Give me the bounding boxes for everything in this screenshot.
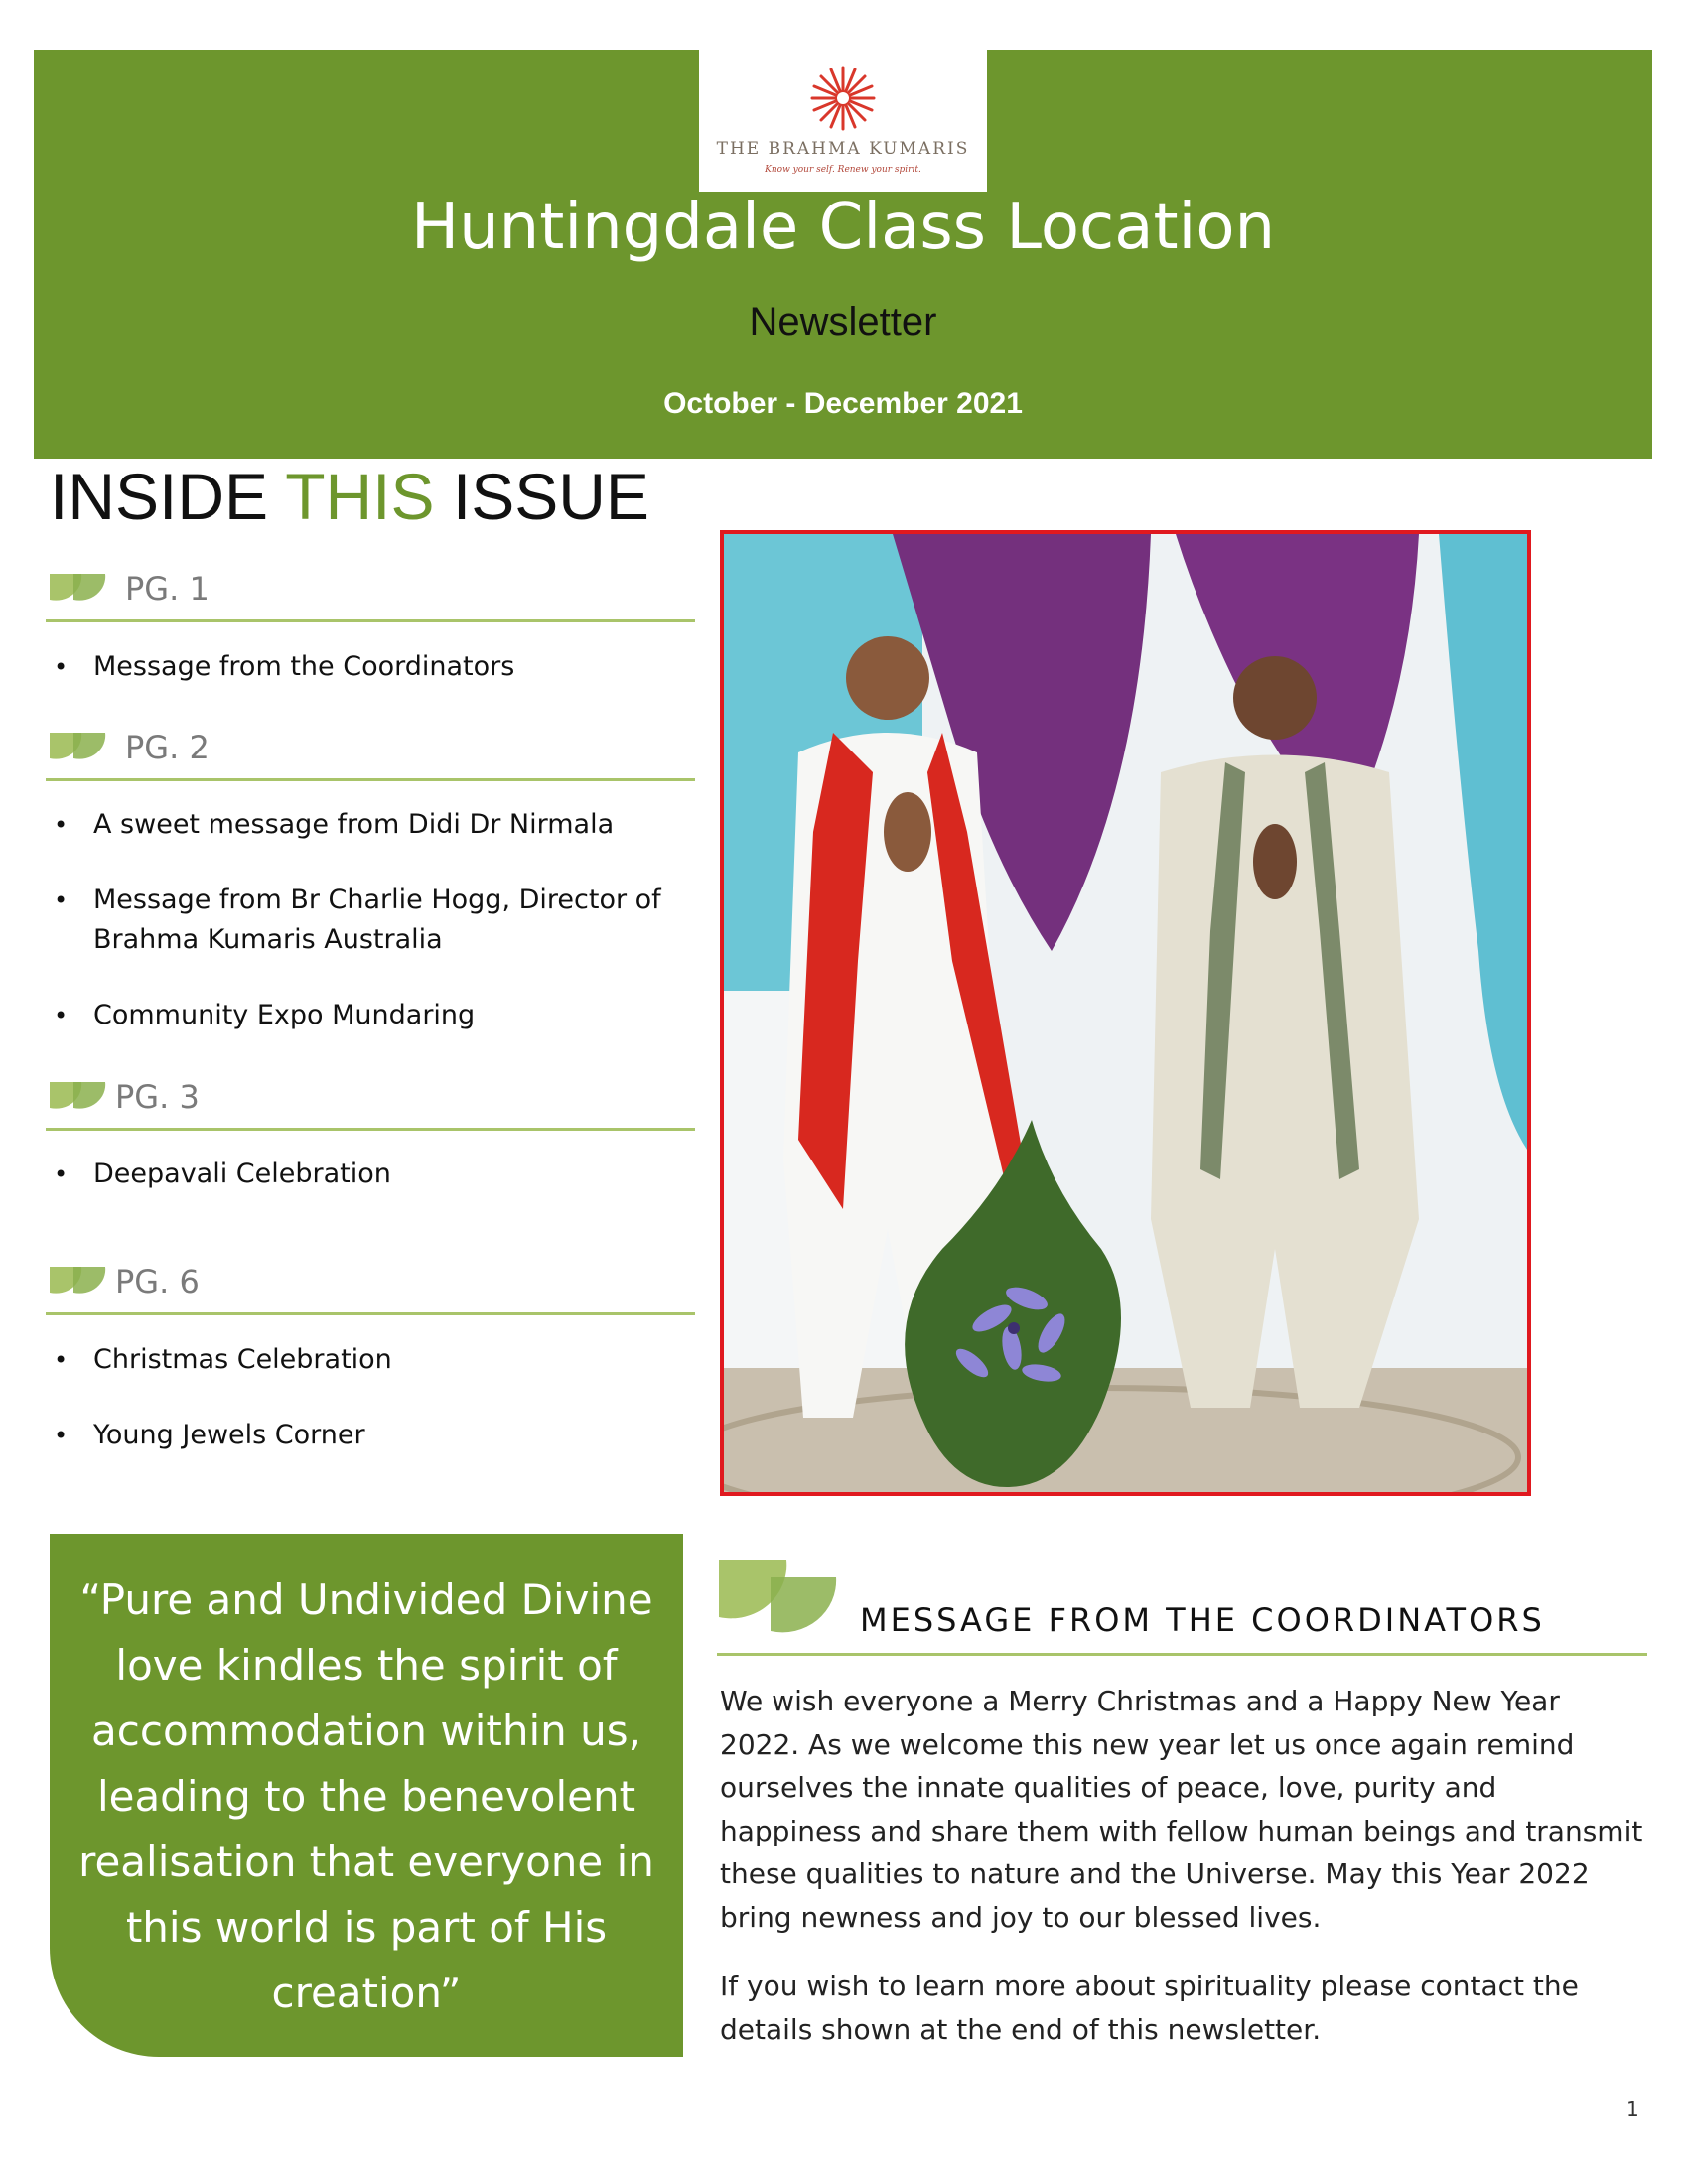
quote-text: “Pure and Undivided Divine love kindles the spirit of accommodation within us, leading to the benevolent realisation that everyone in this world is part of His creation”	[78, 1575, 654, 2017]
message-paragraph: We wish everyone a Merry Christmas and a Happy New Year 2022. As we welcome this new year let us once again remind ourselves the innate qualities of peace, love, purity and happiness and share them with fellow human beings and transmit these qualities to nature and the Universe. May this Year 2022 bring newness and joy to our blessed lives.	[720, 1685, 1643, 1934]
toc-item[interactable]: • Young Jewels Corner	[54, 1416, 689, 1455]
message-body	[720, 1680, 1643, 2077]
logo-name: THE BRAHMA KUMARIS	[716, 139, 970, 159]
bullet-icon: •	[54, 1346, 69, 1374]
coordinators-photo	[720, 530, 1531, 1496]
toc-item[interactable]: • Message from the Coordinators	[54, 647, 689, 687]
toc-section-pg2	[46, 717, 695, 781]
brahma-kumaris-logo	[699, 50, 987, 192]
toc-page-label: PG. 3	[115, 1078, 200, 1116]
toc-section-pg1	[46, 558, 695, 622]
leaf-icon	[717, 1558, 838, 1633]
bullet-icon: •	[54, 811, 69, 839]
leaf-icon	[48, 1078, 107, 1114]
newsletter-subtitle: Newsletter	[749, 300, 937, 343]
toc-page-label: PG. 6	[115, 1263, 200, 1300]
page-number: 1	[1626, 2097, 1639, 2120]
message-paragraph: If you wish to learn more about spirituality please contact the details shown at the end of this newsletter.	[720, 1970, 1579, 2046]
bullet-icon: •	[54, 653, 69, 681]
bullet-icon: •	[54, 887, 69, 914]
toc-item[interactable]: • Community Expo Mundaring	[54, 996, 689, 1035]
leaf-icon	[48, 570, 107, 606]
photo-illustration	[724, 534, 1527, 1492]
toc-page-label: PG. 2	[125, 729, 210, 766]
bullet-icon: •	[54, 1002, 69, 1029]
message-title: MESSAGE FROM THE COORDINATORS	[860, 1601, 1545, 1639]
issue-dates: October - December 2021	[663, 387, 1023, 420]
toc-section-pg6	[46, 1251, 695, 1315]
bullet-icon: •	[54, 1422, 69, 1449]
newsletter-title: Huntingdale Class Location	[410, 191, 1276, 264]
toc-item[interactable]: • Message from Br Charlie Hogg, Director of Brahma Kumaris Australia	[54, 881, 689, 960]
quote-box	[50, 1534, 683, 2057]
toc-page-label: PG. 1	[125, 570, 210, 608]
toc-item[interactable]: • Deepavali Celebration	[54, 1155, 689, 1194]
logo-tagline: Know your self. Renew your spirit.	[765, 165, 921, 175]
leaf-icon	[48, 729, 107, 764]
toc-item[interactable]: • Christmas Celebration	[54, 1340, 689, 1380]
message-section-header	[717, 1554, 1647, 1656]
leaf-icon	[48, 1263, 107, 1298]
toc-heading: INSIDE THIS ISSUE	[50, 460, 649, 533]
sunburst-logo-icon	[808, 64, 878, 133]
toc-section-pg3	[46, 1066, 695, 1131]
toc-item[interactable]: • A sweet message from Didi Dr Nirmala	[54, 805, 689, 845]
bullet-icon: •	[54, 1160, 69, 1188]
